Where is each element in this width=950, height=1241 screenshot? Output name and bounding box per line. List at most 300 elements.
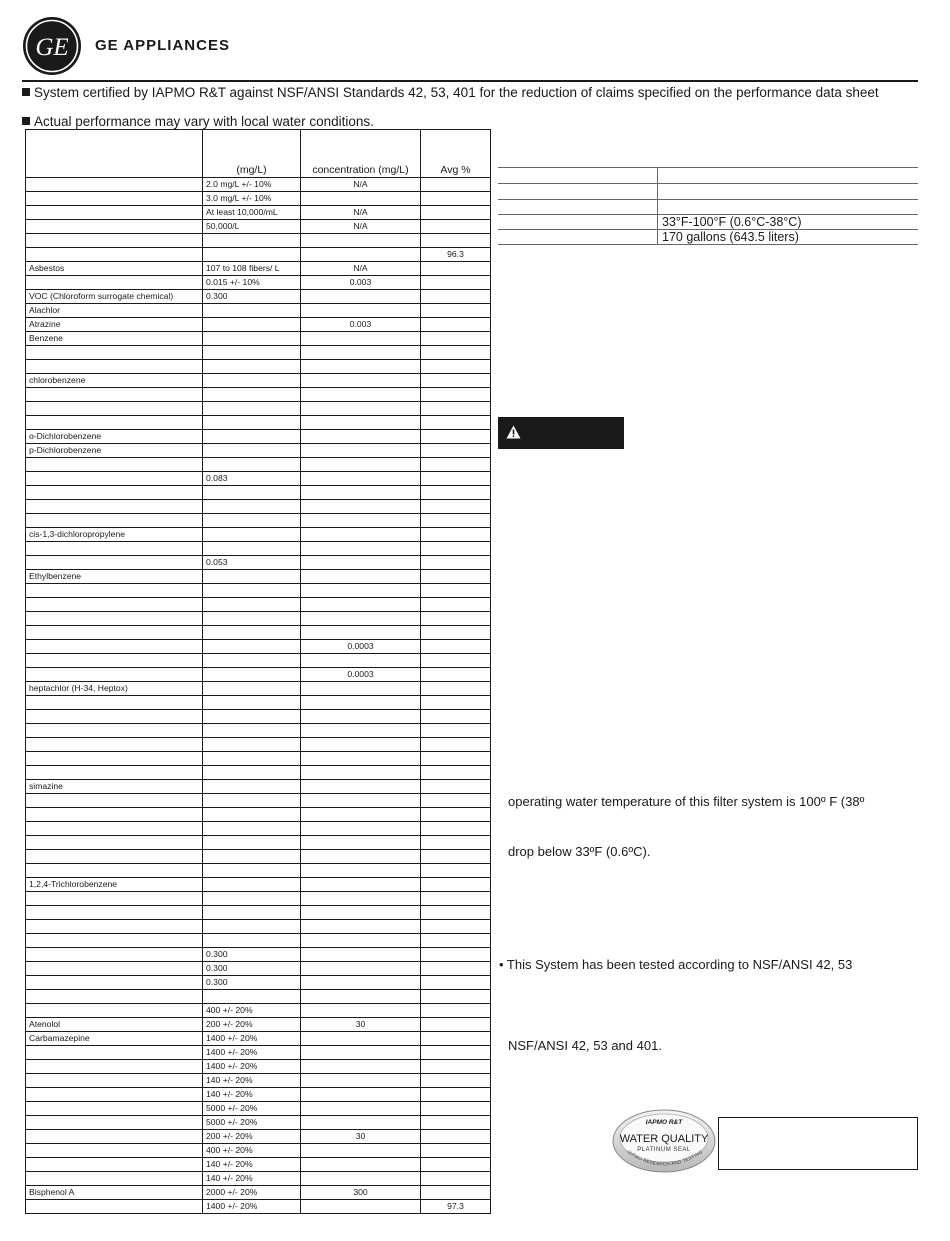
influent-cell: 2000 +/- 20% (203, 1186, 301, 1200)
table-row (26, 402, 491, 416)
effluent-cell: 0.003 (301, 318, 421, 332)
influent-cell (203, 374, 301, 388)
contaminant-cell (26, 990, 203, 1004)
influent-cell (203, 752, 301, 766)
effluent-cell (301, 1032, 421, 1046)
warning-icon (506, 425, 521, 439)
contaminant-cell (26, 556, 203, 570)
table-row (26, 794, 491, 808)
influent-cell: 0.015 +/- 10% (203, 276, 301, 290)
effluent-cell (301, 654, 421, 668)
reduction-cell (421, 346, 491, 360)
reduction-cell (421, 640, 491, 654)
contaminant-cell (26, 500, 203, 514)
table-row (26, 1004, 491, 1018)
effluent-cell (301, 724, 421, 738)
contaminant-cell (26, 766, 203, 780)
reduction-cell (421, 990, 491, 1004)
contaminant-cell: Ethylbenzene (26, 570, 203, 584)
reduction-cell (421, 738, 491, 752)
reduction-cell (421, 598, 491, 612)
contaminant-cell (26, 192, 203, 206)
influent-cell (203, 430, 301, 444)
contaminant-cell (26, 1144, 203, 1158)
effluent-cell (301, 976, 421, 990)
effluent-cell (301, 850, 421, 864)
reduction-cell (421, 864, 491, 878)
reduction-cell (421, 724, 491, 738)
influent-cell: 140 +/- 20% (203, 1158, 301, 1172)
table-row (26, 920, 491, 934)
effluent-cell (301, 1144, 421, 1158)
effluent-cell (301, 360, 421, 374)
contaminant-cell (26, 696, 203, 710)
contaminant-cell (26, 1004, 203, 1018)
influent-cell (203, 500, 301, 514)
effluent-cell (301, 304, 421, 318)
reduction-cell (421, 514, 491, 528)
effluent-cell (301, 878, 421, 892)
contaminant-cell: heptachlor (H-34, Heptox) (26, 682, 203, 696)
influent-cell: 107 to 108 fibers/ L (203, 262, 301, 276)
contaminant-cell (26, 276, 203, 290)
influent-cell (203, 444, 301, 458)
reduction-cell (421, 1130, 491, 1144)
reduction-cell (421, 780, 491, 794)
effluent-cell (301, 234, 421, 248)
table-row (26, 388, 491, 402)
effluent-cell (301, 780, 421, 794)
reduction-cell (421, 290, 491, 304)
reduction-cell (421, 500, 491, 514)
contaminant-cell (26, 836, 203, 850)
effluent-cell (301, 1200, 421, 1214)
influent-cell: 5000 +/- 20% (203, 1116, 301, 1130)
influent-cell (203, 388, 301, 402)
influent-cell (203, 920, 301, 934)
influent-cell: 400 +/- 20% (203, 1004, 301, 1018)
reduction-cell: 97.3 (421, 1200, 491, 1214)
contaminant-cell: cis-1,3-dichloropropylene (26, 528, 203, 542)
reduction-cell (421, 934, 491, 948)
certification-note (22, 85, 879, 100)
contaminant-cell: o-Dichlorobenzene (26, 430, 203, 444)
reduction-cell (421, 458, 491, 472)
table-row (26, 892, 491, 906)
table-row (26, 304, 491, 318)
influent-cell (203, 780, 301, 794)
influent-cell (203, 990, 301, 1004)
effluent-cell (301, 626, 421, 640)
contaminant-cell: chlorobenzene (26, 374, 203, 388)
contaminant-cell (26, 346, 203, 360)
contaminant-cell: Atenolol (26, 1018, 203, 1032)
influent-cell (203, 248, 301, 262)
certification-box (718, 1117, 918, 1170)
influent-cell (203, 766, 301, 780)
table-row (26, 962, 491, 976)
influent-cell: 0.300 (203, 948, 301, 962)
contaminant-cell (26, 388, 203, 402)
contaminant-cell (26, 234, 203, 248)
reduction-cell (421, 1046, 491, 1060)
table-row (26, 416, 491, 430)
reduction-cell (421, 808, 491, 822)
header-contaminant (26, 130, 203, 178)
effluent-cell (301, 346, 421, 360)
freeze-note: drop below 33ºF (0.6ºC). (508, 844, 651, 859)
influent-cell (203, 542, 301, 556)
table-row (26, 766, 491, 780)
contaminant-cell (26, 668, 203, 682)
contaminant-cell (26, 948, 203, 962)
influent-cell (203, 402, 301, 416)
contaminant-cell (26, 962, 203, 976)
effluent-cell (301, 556, 421, 570)
contaminant-cell (26, 416, 203, 430)
spec-rule (498, 199, 918, 200)
reduction-cell (421, 192, 491, 206)
effluent-cell (301, 906, 421, 920)
table-row (26, 1032, 491, 1046)
effluent-cell: N/A (301, 178, 421, 192)
contaminant-cell (26, 920, 203, 934)
reduction-cell (421, 584, 491, 598)
effluent-cell (301, 948, 421, 962)
table-row (26, 332, 491, 346)
contaminant-cell: Asbestos (26, 262, 203, 276)
brand-name: GE APPLIANCES (95, 37, 230, 54)
table-row (26, 570, 491, 584)
effluent-cell (301, 696, 421, 710)
reduction-cell (421, 234, 491, 248)
effluent-cell (301, 374, 421, 388)
reduction-cell (421, 752, 491, 766)
reduction-cell (421, 444, 491, 458)
reduction-cell (421, 374, 491, 388)
reduction-cell (421, 220, 491, 234)
influent-cell (203, 696, 301, 710)
table-row (26, 444, 491, 458)
table-row (26, 192, 491, 206)
reduction-cell (421, 318, 491, 332)
influent-cell (203, 332, 301, 346)
table-row (26, 206, 491, 220)
reduction-cell (421, 542, 491, 556)
reduction-cell (421, 668, 491, 682)
effluent-cell (301, 416, 421, 430)
contaminant-cell: p-Dichlorobenzene (26, 444, 203, 458)
effluent-cell: 0.0003 (301, 668, 421, 682)
contaminant-cell (26, 850, 203, 864)
table-row (26, 822, 491, 836)
table-row (26, 234, 491, 248)
reduction-cell (421, 766, 491, 780)
header-influent: (mg/L) (203, 130, 301, 178)
influent-cell: 3.0 mg/L +/- 10% (203, 192, 301, 206)
table-row (26, 864, 491, 878)
reduction-cell (421, 612, 491, 626)
table-row (26, 836, 491, 850)
contaminant-cell: simazine (26, 780, 203, 794)
table-row (26, 654, 491, 668)
reduction-cell (421, 1144, 491, 1158)
reduction-cell (421, 1004, 491, 1018)
reduction-cell (421, 1088, 491, 1102)
influent-cell: 2.0 mg/L +/- 10% (203, 178, 301, 192)
table-row (26, 346, 491, 360)
effluent-cell (301, 542, 421, 556)
reduction-cell (421, 528, 491, 542)
reduction-cell (421, 1186, 491, 1200)
contaminant-cell (26, 220, 203, 234)
contaminant-cell (26, 514, 203, 528)
table-row (26, 780, 491, 794)
influent-cell (203, 668, 301, 682)
influent-cell (203, 486, 301, 500)
influent-cell (203, 682, 301, 696)
effluent-cell (301, 822, 421, 836)
header-avg-reduction: Avg % (421, 130, 491, 178)
table-row (26, 500, 491, 514)
seal-title: WATER QUALITY (619, 1133, 709, 1145)
influent-cell (203, 724, 301, 738)
influent-cell (203, 808, 301, 822)
table-row (26, 682, 491, 696)
table-row (26, 738, 491, 752)
table-row (26, 668, 491, 682)
reduction-cell (421, 906, 491, 920)
contaminant-cell (26, 864, 203, 878)
influent-cell (203, 864, 301, 878)
reduction-cell (421, 276, 491, 290)
table-row (26, 906, 491, 920)
contaminant-cell (26, 738, 203, 752)
influent-cell: 1400 +/- 20% (203, 1032, 301, 1046)
effluent-cell (301, 598, 421, 612)
table-row (26, 486, 491, 500)
header-max-effluent: concentration (mg/L) (301, 130, 421, 178)
reduction-cell (421, 570, 491, 584)
contaminant-cell (26, 486, 203, 500)
influent-cell: At least 10,000/mL (203, 206, 301, 220)
tested-note: • This System has been tested according to NSF/ANSI 42, 53 (499, 957, 853, 972)
reduction-cell (421, 920, 491, 934)
influent-cell (203, 738, 301, 752)
reduction-cell (421, 892, 491, 906)
reduction-cell (421, 836, 491, 850)
reduction-cell (421, 1074, 491, 1088)
table-header-row (26, 130, 491, 178)
influent-cell: 0.300 (203, 962, 301, 976)
contaminant-cell (26, 612, 203, 626)
table-row (26, 878, 491, 892)
effluent-cell (301, 1004, 421, 1018)
influent-cell (203, 304, 301, 318)
influent-cell: 1400 +/- 20% (203, 1200, 301, 1214)
influent-cell: 200 +/- 20% (203, 1130, 301, 1144)
effluent-cell (301, 710, 421, 724)
contaminant-cell (26, 1116, 203, 1130)
effluent-cell: 30 (301, 1130, 421, 1144)
reduction-cell (421, 486, 491, 500)
table-row (26, 458, 491, 472)
table-row (26, 514, 491, 528)
influent-cell: 5000 +/- 20% (203, 1102, 301, 1116)
influent-cell (203, 612, 301, 626)
reduction-cell (421, 654, 491, 668)
water-quality-seal (611, 1108, 717, 1174)
contaminant-cell (26, 640, 203, 654)
table-row (26, 752, 491, 766)
performance-note-text: Actual performance may vary with local water conditions. (34, 114, 374, 129)
contaminant-cell (26, 1172, 203, 1186)
contaminant-cell (26, 710, 203, 724)
reduction-cell (421, 682, 491, 696)
effluent-cell (301, 458, 421, 472)
effluent-cell (301, 1074, 421, 1088)
effluent-cell (301, 290, 421, 304)
influent-cell (203, 626, 301, 640)
table-row (26, 556, 491, 570)
contaminant-cell (26, 752, 203, 766)
table-row (26, 598, 491, 612)
reduction-cell (421, 1116, 491, 1130)
table-row (26, 1116, 491, 1130)
contaminant-cell (26, 1102, 203, 1116)
table-row (26, 1172, 491, 1186)
influent-cell (203, 850, 301, 864)
reduction-cell (421, 976, 491, 990)
contaminant-cell (26, 458, 203, 472)
reduction-cell (421, 388, 491, 402)
table-row (26, 584, 491, 598)
reduction-cell (421, 850, 491, 864)
table-row (26, 696, 491, 710)
influent-cell (203, 906, 301, 920)
influent-cell (203, 458, 301, 472)
effluent-cell (301, 794, 421, 808)
effluent-cell (301, 1060, 421, 1074)
table-row (26, 1144, 491, 1158)
contaminant-cell: Atrazine (26, 318, 203, 332)
contaminant-cell (26, 626, 203, 640)
table-row (26, 1158, 491, 1172)
reduction-cell (421, 332, 491, 346)
influent-cell (203, 892, 301, 906)
contaminant-cell (26, 542, 203, 556)
reduction-cell (421, 556, 491, 570)
effluent-cell (301, 514, 421, 528)
table-row (26, 1102, 491, 1116)
influent-cell (203, 794, 301, 808)
reduction-cell (421, 1060, 491, 1074)
influent-cell: 0.300 (203, 290, 301, 304)
effluent-cell (301, 570, 421, 584)
table-row (26, 374, 491, 388)
header-divider (22, 80, 918, 82)
reduction-cell (421, 304, 491, 318)
table-row (26, 640, 491, 654)
certification-note-text: System certified by IAPMO R&T against NSF/ANSI Standards 42, 53, 401 for the reduction of claims specified on the performance data sheet (34, 85, 879, 100)
reduction-cell (421, 402, 491, 416)
effluent-cell (301, 1158, 421, 1172)
contaminant-cell (26, 1074, 203, 1088)
influent-cell: 140 +/- 20% (203, 1088, 301, 1102)
standards-note: NSF/ANSI 42, 53 and 401. (508, 1038, 662, 1053)
contaminant-cell: VOC (Chloroform surrogate chemical) (26, 290, 203, 304)
table-row (26, 276, 491, 290)
influent-cell (203, 514, 301, 528)
seal-subtitle: PLATINUM SEAL (637, 1147, 691, 1153)
contaminant-cell (26, 934, 203, 948)
reduction-cell (421, 948, 491, 962)
influent-cell (203, 710, 301, 724)
table-row (26, 248, 491, 262)
effluent-cell: 30 (301, 1018, 421, 1032)
reduction-cell (421, 1032, 491, 1046)
effluent-cell (301, 500, 421, 514)
table-row (26, 1088, 491, 1102)
seal-arc: IAPMO RESEARCH AND TESTING (626, 1149, 704, 1167)
table-row (26, 1074, 491, 1088)
reduction-cell (421, 696, 491, 710)
contaminant-cell (26, 1088, 203, 1102)
reduction-cell (421, 710, 491, 724)
effluent-cell: 0.0003 (301, 640, 421, 654)
reduction-cell (421, 360, 491, 374)
contaminant-cell (26, 1130, 203, 1144)
influent-cell (203, 416, 301, 430)
table-row (26, 808, 491, 822)
contaminant-cell (26, 654, 203, 668)
influent-cell: 0.083 (203, 472, 301, 486)
table-row (26, 1186, 491, 1200)
table-row (26, 1046, 491, 1060)
reduction-cell (421, 822, 491, 836)
table-row (26, 528, 491, 542)
table-row (26, 948, 491, 962)
contaminant-cell (26, 248, 203, 262)
reduction-cell (421, 1018, 491, 1032)
reduction-cell (421, 206, 491, 220)
effluent-cell (301, 430, 421, 444)
influent-cell: 200 +/- 20% (203, 1018, 301, 1032)
effluent-cell (301, 962, 421, 976)
effluent-cell (301, 248, 421, 262)
spec-rule (498, 183, 918, 184)
contaminant-cell (26, 1158, 203, 1172)
effluent-cell (301, 1088, 421, 1102)
table-row (26, 724, 491, 738)
influent-cell (203, 640, 301, 654)
influent-cell (203, 934, 301, 948)
influent-cell (203, 598, 301, 612)
effluent-cell (301, 612, 421, 626)
capacity-spec: 170 gallons (643.5 liters) (662, 230, 799, 244)
reduction-cell (421, 262, 491, 276)
effluent-cell (301, 192, 421, 206)
reduction-cell (421, 1158, 491, 1172)
reduction-cell (421, 878, 491, 892)
contaminant-cell (26, 598, 203, 612)
effluent-cell: N/A (301, 220, 421, 234)
influent-cell (203, 346, 301, 360)
logo-text: GE (35, 34, 69, 61)
contaminant-cell (26, 822, 203, 836)
performance-note (22, 114, 374, 129)
temperature-spec: 33°F-100°F (0.6°C-38°C) (662, 215, 802, 229)
